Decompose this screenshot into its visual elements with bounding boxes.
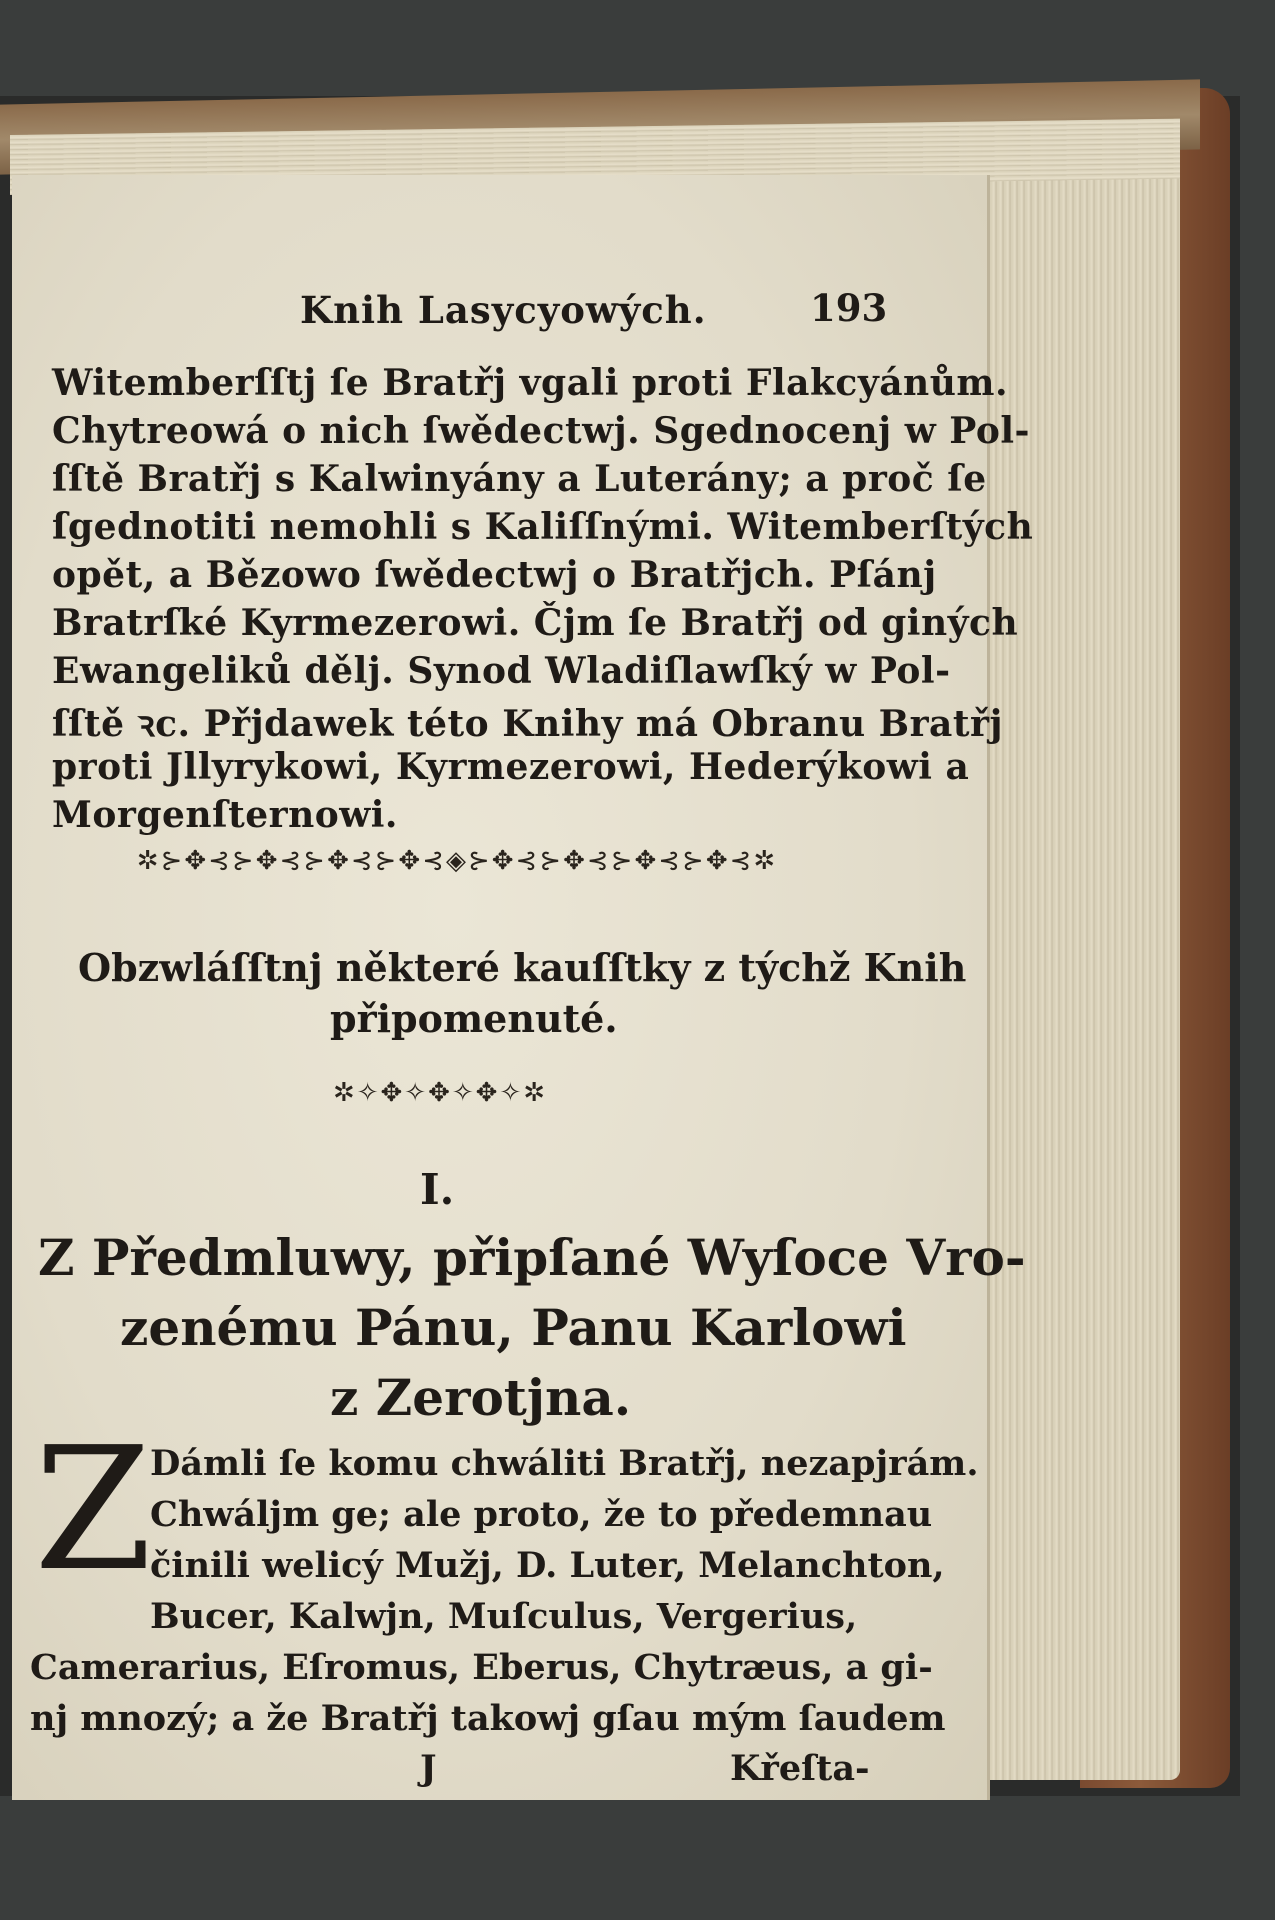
section-title: Z Předmluwy, připſané Wyſoce Vro- — [38, 1228, 1026, 1287]
text-line: Bratrſké Kyrmezerowi. Čjm ſe Bratřj od giných — [52, 602, 1019, 644]
text-line: proti Jllyrykowi, Kyrmezerowi, Hederýkowi a — [52, 746, 970, 788]
text-line: Ewangeliků dělj. Synod Wladiſlawſký w Pol- — [52, 650, 951, 692]
drop-cap: Z — [34, 1411, 153, 1609]
section-title: z Zerotjna. — [330, 1368, 632, 1427]
text-line: ſſtě ꝛc. Přjdawek této Knihy má Obranu Bratřj — [52, 703, 1003, 745]
text-line: Morgenſternowi. — [52, 794, 398, 836]
body-line: Dámli ſe komu chwáliti Bratřj, nezapjrám. — [150, 1443, 979, 1484]
section-title: zenému Pánu, Panu Karlowi — [120, 1298, 907, 1357]
body-line: nj mnozý; a že Bratřj takowj gſau mým ſaudem — [30, 1698, 946, 1739]
ornament-rule: ✲⊱✥⊰⊱✥⊰⊱✥⊰⊱✥⊰◈⊱✥⊰⊱✥⊰⊱✥⊰⊱✥⊰✲ — [136, 846, 778, 876]
body-line: Camerarius, Eſromus, Eberus, Chytræus, a gi- — [30, 1647, 933, 1688]
ornament-small: ✲✧✥✧✥✧✥✧✲ — [332, 1078, 548, 1108]
page-number: 193 — [810, 286, 888, 330]
text-line: Chytreowá o nich ſwědectwj. Sgednocenj w Pol- — [52, 410, 1030, 452]
body-line: Chwáljm ge; ale proto, že to předemnau — [150, 1494, 933, 1535]
section-number: I. — [420, 1165, 455, 1214]
text-line: opět, a Bězowo ſwědectwj o Bratřjch. Pſánj — [52, 554, 937, 596]
text-line: ſſtě Bratřj s Kalwinyány a Luterány; a proč ſe — [52, 458, 987, 500]
catchword: Křeſta- — [730, 1748, 870, 1789]
signature-mark: J — [420, 1748, 437, 1789]
body-line: Bucer, Kalwjn, Muſculus, Vergerius, — [150, 1596, 858, 1637]
text-line: Witemberſſtj ſe Bratřj vgali proti Flakcyánům. — [52, 362, 1009, 404]
body-line: činili welicý Mužj, D. Luter, Melanchton, — [150, 1545, 945, 1586]
running-head: Knih Lasycyowých. — [300, 288, 707, 332]
subheading: Obzwláſſtnj některé kauſſtky z týchž Knih — [78, 945, 967, 990]
subheading-cont: připomenuté. — [330, 996, 618, 1041]
text-line: ſgednotiti nemohli s Kaliſſnými. Witemberſtých — [52, 506, 1034, 548]
